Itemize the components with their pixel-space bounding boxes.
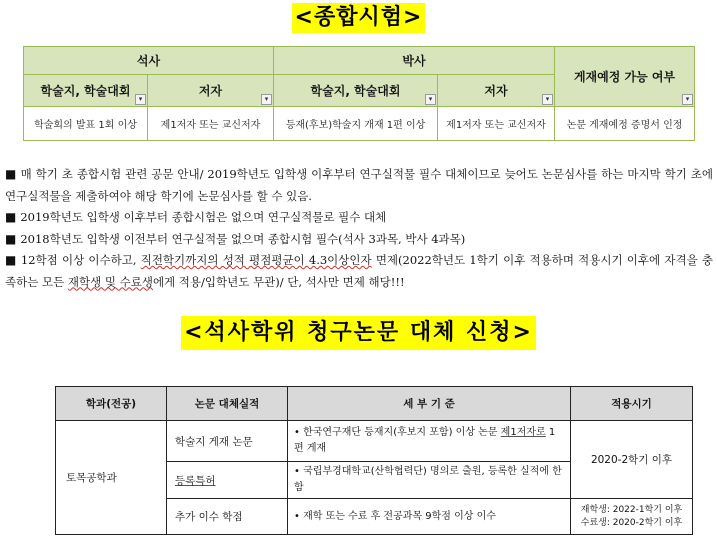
square-bullet-icon: ■ (5, 253, 17, 267)
posting-availability-cell: 논문 게재예정 증명서 인정 (555, 107, 695, 141)
notice-item (5, 164, 713, 207)
notice-item (5, 207, 713, 229)
masters-author-cell: 제1저자 또는 교신저자 (148, 107, 274, 141)
replacement-type-header: 논문 대체실적 (167, 387, 288, 421)
department-cell: 토목공학과 (56, 421, 167, 535)
replacement-type-cell: 학술지 게재 논문 (167, 421, 288, 462)
dropdown-arrow-icon[interactable]: ▾ (261, 94, 272, 105)
criteria-text: • 한국연구재단 등재지(후보지 포함) 이상 논문 (294, 427, 501, 438)
department-header: 학과(전공) (56, 387, 167, 421)
replacement-type-cell (167, 462, 288, 499)
section-title-comprehensive-exam: <종합시험> (292, 3, 426, 33)
criteria-emphasis-text: 제1저자로 (500, 427, 546, 438)
dropdown-arrow-icon[interactable]: ▾ (542, 94, 553, 105)
masters-group-header: 석사 (24, 47, 274, 75)
student-scope-text: 재학생 및 수료생 (67, 274, 153, 289)
criteria-text: 1편 게재 (294, 427, 556, 454)
section-title-wrapper (0, 3, 717, 33)
notice-item (5, 250, 713, 293)
criteria-cell (288, 421, 571, 462)
replacement-type-cell: 추가 이수 학점 (167, 499, 288, 535)
gpa-condition-text: 직전학기까지의 성적 평점평균이 4.3이상인자 (140, 253, 372, 267)
notice-text: 12학점 이상 이수하고, (20, 253, 141, 267)
masters-author-header (148, 75, 274, 107)
masters-journal-cell: 학술회의 발표 1회 이상 (24, 107, 148, 141)
square-bullet-icon: ■ (5, 210, 17, 224)
period-cell (571, 499, 693, 535)
doctoral-author-label: 저자 (484, 84, 508, 98)
notice-text: 매 학기 초 종합시험 관련 공문 안내/ 2019학년도 입학생 이후부터 연구실적물 필수 대체이므로 늦어도 논문심사를 하는 마지막 학기 초에 연구실적물을 제출하여야 해당 학기에 논문심사를 할 수 있음. (5, 167, 713, 203)
masters-journal-label: 학술지, 학술대회 (40, 84, 131, 98)
section-title-wrapper (0, 316, 717, 350)
doctoral-group-header: 박사 (274, 47, 555, 75)
notice-text: 2019학년도 입학생 이후부터 종합시험은 없으며 연구실적물로 필수 대체 (20, 210, 387, 224)
criteria-cell: • 국립부경대학교(산학협력단) 명의로 출원, 등록한 실적에 한함 (288, 462, 571, 499)
notice-list (5, 164, 713, 293)
thesis-replacement-table (55, 386, 693, 535)
posting-availability-label: 게재예정 가능 여부 (573, 70, 676, 84)
doctoral-journal-cell: 등재(후보)학술지 개재 1편 이상 (274, 107, 438, 141)
doctoral-journal-label: 학술지, 학술대회 (310, 84, 401, 98)
dropdown-arrow-icon[interactable]: ▾ (425, 94, 436, 105)
period-enrolled-text: 재학생: 2022-1학기 이후 (580, 504, 683, 515)
square-bullet-icon: ■ (5, 231, 17, 246)
notice-text: 에게 적용/입학년도 무관)/ 단, 석사만 면제 해당!!! (152, 274, 405, 289)
criteria-header: 세 부 기 준 (288, 387, 571, 421)
comprehensive-exam-table (23, 46, 695, 141)
section-title-thesis-replacement: <석사학위 청구논문 대체 신청> (181, 316, 536, 350)
masters-journal-header (24, 75, 148, 107)
square-bullet-icon: ■ (5, 167, 17, 181)
notice-text: 면제(2022학년도 1학기 이후 적용하며 적용시기 이후에 자격을 충족하는 모든 (5, 253, 713, 289)
period-cell: 2020-2학기 이후 (571, 421, 693, 499)
posting-availability-header (555, 47, 695, 107)
doctoral-author-header (438, 75, 555, 107)
criteria-cell: • 재학 또는 수료 후 전공과목 9학점 이상 이수 (288, 499, 571, 535)
dropdown-arrow-icon[interactable]: ▾ (135, 94, 146, 105)
notice-text: 2018학년도 입학생 이전부터 연구실적물 없으며 종합시험 필수(석사 3과목, 박사 4과목) (20, 231, 466, 246)
notice-item (5, 229, 713, 251)
doctoral-author-cell: 제1저자 또는 교신저자 (438, 107, 555, 141)
doctoral-journal-header (274, 75, 438, 107)
period-header: 적용시기 (571, 387, 693, 421)
dropdown-arrow-icon[interactable]: ▾ (682, 94, 693, 105)
period-completed-text: 수료생: 2020-2학기 이후 (580, 517, 683, 528)
replacement-type-text: 등록특허 (175, 474, 216, 487)
masters-author-label: 저자 (198, 84, 223, 98)
